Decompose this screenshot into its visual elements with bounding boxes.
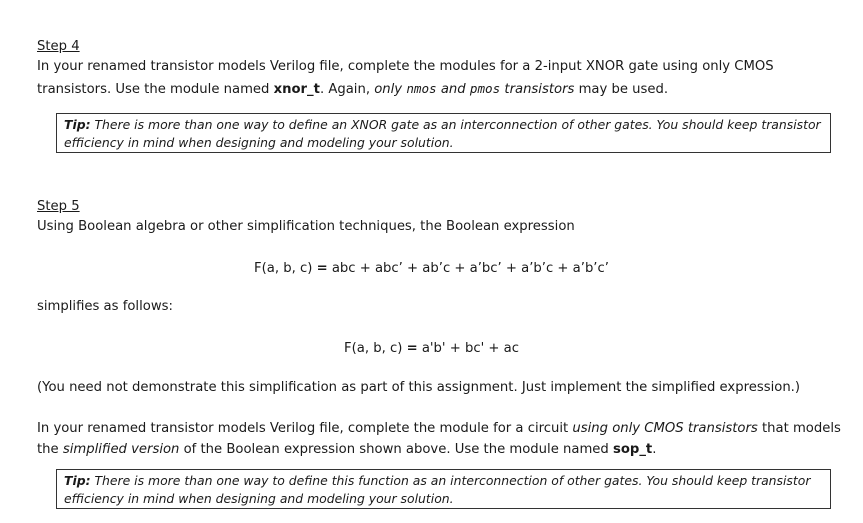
tip-label: Tip: [64, 117, 91, 132]
step5-text: In your renamed transistor models Verilog file, complete the module for a circuit [37, 421, 573, 436]
expr-lhs: F(a, b, c) [254, 261, 317, 276]
tip-label: Tip: [64, 473, 91, 488]
step4-tip-box [56, 113, 831, 153]
expr-rhs: abc + abc’ + ab’c + a’bc’ + a’b’c + a’b’c’ [327, 261, 609, 276]
equals-sign: = [316, 261, 328, 276]
step4-text: transistors [500, 82, 575, 97]
step5-body-line1 [37, 418, 841, 439]
step4-text: . Again, [319, 82, 375, 97]
step5-text: that models [757, 421, 841, 436]
pmos-keyword: pmos [469, 81, 501, 96]
nmos-keyword: nmos [406, 81, 437, 96]
step5-body-line2 [37, 439, 656, 460]
step4-paragraph-line2 [37, 78, 668, 100]
step4-text: and [436, 82, 470, 97]
emphasis-simplified: simplified version [62, 442, 180, 457]
step4-text: may be used. [574, 82, 669, 97]
simplification-note: (You need not demonstrate this simplification as part of this assignment. Just implement the simplified expression.) [37, 380, 801, 395]
simplifies-text: simplifies as follows: [37, 299, 173, 314]
step4-heading: Step 4 [37, 39, 80, 54]
step5-tip-box [56, 469, 831, 509]
step5-text: the [37, 442, 63, 457]
boolean-expression-full [0, 258, 863, 279]
xnor-module-name: xnor_t [273, 82, 320, 97]
step5-intro: Using Boolean algebra or other simplification techniques, the Boolean expression [37, 219, 575, 234]
step5-heading: Step 5 [37, 199, 80, 214]
step4-text: only [374, 82, 407, 97]
sop-module-name: sop_t [612, 442, 653, 457]
step5-text: . [652, 442, 657, 457]
tip-text: There is more than one way to define this function as an interconnection of other gates. You should keep transistor efficiency in mind when designing and modeling your solution. [64, 473, 811, 506]
tip-text: There is more than one way to define an XNOR gate as an interconnection of other gates. You should keep transistor efficiency in mind when designing and modeling your solution. [64, 117, 821, 150]
expr-lhs: F(a, b, c) [344, 341, 407, 356]
step4-paragraph-line1: In your renamed transistor models Verilog file, complete the modules for a 2-input XNOR gate using only CMOS [37, 59, 774, 74]
boolean-expression-simplified [0, 338, 863, 359]
emphasis-cmos: using only CMOS transistors [572, 421, 758, 436]
step5-text: of the Boolean expression shown above. Use the module named [179, 442, 613, 457]
equals-sign: = [406, 341, 418, 356]
expr-rhs: a'b' + bc' + ac [417, 341, 519, 356]
step4-text: transistors. Use the module named [37, 82, 274, 97]
